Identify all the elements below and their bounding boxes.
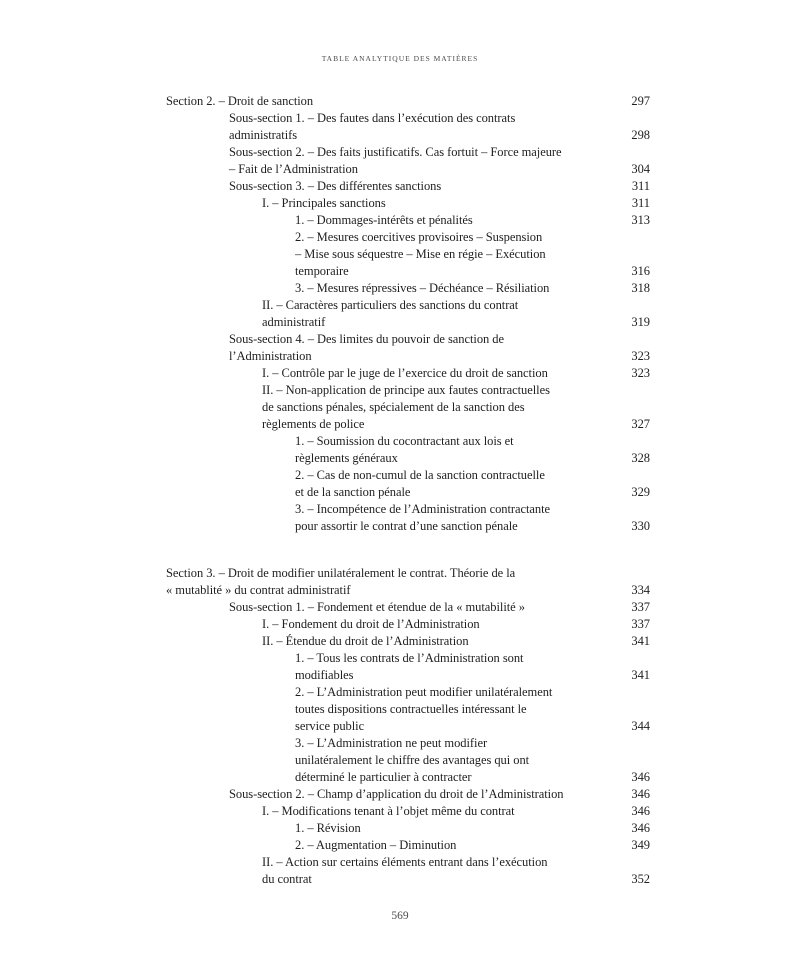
toc-entry-title: [166, 501, 614, 535]
toc-entry-line: modifiables: [295, 668, 354, 682]
toc-entry-line: 1. – Révision: [295, 821, 361, 835]
toc-entry-page: 337: [631, 600, 650, 614]
toc-entry-title: [166, 684, 614, 735]
toc-entry-line: Sous-section 2. – Champ d’application du droit de l’Administration: [229, 787, 564, 801]
toc-entry-title: [166, 178, 614, 195]
toc-entry-title: [166, 599, 614, 616]
toc-entry-title: [166, 195, 614, 212]
toc-entry-title: [166, 433, 614, 467]
toc-entry: [166, 467, 650, 501]
toc-entry-page: 346: [631, 787, 650, 801]
running-header: TABLE ANALYTIQUE DES MATIÈRES: [321, 54, 479, 63]
toc-entry-line: 2. – Mesures coercitives provisoires – Suspension: [295, 230, 543, 244]
toc-entry-line: 2. – L’Administration peut modifier unilatéralement: [295, 685, 553, 699]
toc-entry-page: 341: [631, 668, 650, 682]
toc-entry: [166, 616, 650, 633]
toc-entry-title: [166, 633, 614, 650]
toc-entry: [166, 433, 650, 467]
toc-entry-line: 1. – Dommages-intérêts et pénalités: [295, 213, 473, 227]
toc-entry-line: Sous-section 1. – Des fautes dans l’exécution des contrats: [229, 111, 516, 125]
toc-entry-title: [166, 786, 614, 803]
toc-entry: [166, 195, 650, 212]
toc-entry-line: II. – Caractères particuliers des sanctions du contrat: [262, 298, 519, 312]
toc-entry-title: [166, 331, 614, 365]
toc-entry-title: [166, 565, 614, 599]
toc-entry: [166, 297, 650, 331]
toc-entry: [166, 786, 650, 803]
toc-entry-page: 344: [631, 719, 650, 733]
toc-entry-line: administratifs: [229, 128, 298, 142]
toc-entry-line: II. – Étendue du droit de l’Administration: [262, 634, 469, 648]
toc-entry-line: – Mise sous séquestre – Mise en régie – Exécution: [295, 247, 546, 261]
toc-entry-line: unilatéralement le chiffre des avantages qui ont: [295, 753, 530, 767]
toc-entry-line: toutes dispositions contractuelles intéressant le: [295, 702, 527, 716]
toc-entry-line: règlements généraux: [295, 451, 398, 465]
toc-entry-title: [166, 144, 614, 178]
toc-entry: [166, 93, 650, 110]
toc-entry-line: l’Administration: [229, 349, 312, 363]
toc-entry-title: [166, 212, 614, 229]
toc-entry-line: I. – Modifications tenant à l’objet même du contrat: [262, 804, 515, 818]
toc-entry-page: 330: [631, 519, 650, 533]
toc-entry-line: règlements de police: [262, 417, 365, 431]
toc-entry-title: [166, 467, 614, 501]
toc-entry-page: 329: [631, 485, 650, 499]
toc-entry-page: 323: [631, 349, 650, 363]
toc-entry-line: Sous-section 3. – Des différentes sanctions: [229, 179, 442, 193]
toc-entry-line: 3. – Mesures répressives – Déchéance – Résiliation: [295, 281, 550, 295]
toc-entry: [166, 599, 650, 616]
toc-entry: [166, 178, 650, 195]
toc-entry-line: pour assortir le contrat d’une sanction pénale: [295, 519, 518, 533]
toc-entry-line: Sous-section 1. – Fondement et étendue de la « mutabilité »: [229, 600, 525, 614]
toc-entry-title: [166, 382, 614, 433]
toc-entry: [166, 501, 650, 535]
toc-entry-page: 346: [631, 770, 650, 784]
toc-entry-page: 319: [631, 315, 650, 329]
toc-entry-page: 304: [631, 162, 650, 176]
toc-entry-title: [166, 297, 614, 331]
toc-entry-title: [166, 110, 614, 144]
toc-entry-page: 323: [631, 366, 650, 380]
toc-entry-title: [166, 735, 614, 786]
toc-entry-line: 1. – Tous les contrats de l’Administration sont: [295, 651, 524, 665]
toc-entry-page: 346: [631, 804, 650, 818]
toc-entry-title: [166, 803, 614, 820]
toc-entry: [166, 854, 650, 888]
toc-entry: [166, 565, 650, 599]
toc-entry-line: de sanctions pénales, spécialement de la sanction des: [262, 400, 525, 414]
toc-entry-line: II. – Non-application de principe aux fautes contractuelles: [262, 383, 550, 397]
toc-entry-page: 346: [631, 821, 650, 835]
toc-entry-line: 1. – Soumission du cocontractant aux lois et: [295, 434, 514, 448]
toc-entry-line: Sous-section 4. – Des limites du pouvoir de sanction de: [229, 332, 504, 346]
toc-entry: [166, 650, 650, 684]
toc-entry: [166, 803, 650, 820]
toc-entry-page: 313: [631, 213, 650, 227]
toc-entry-line: II. – Action sur certains éléments entrant dans l’exécution: [262, 855, 548, 869]
toc-entry-line: 3. – Incompétence de l’Administration contractante: [295, 502, 551, 516]
toc-entry-line: du contrat: [262, 872, 312, 886]
toc-entry: [166, 684, 650, 735]
toc-entry-page: 316: [631, 264, 650, 278]
toc-entry-line: Section 3. – Droit de modifier unilatéralement le contrat. Théorie de la: [166, 566, 516, 580]
toc-entry-page: 349: [631, 838, 650, 852]
toc-entry-line: I. – Principales sanctions: [262, 196, 386, 210]
toc-entry-page: 311: [631, 196, 650, 210]
toc-entry-line: déterminé le particulier à contracter: [295, 770, 472, 784]
toc-entry: [166, 633, 650, 650]
toc-entry-line: service public: [295, 719, 365, 733]
toc-entry-title: [166, 650, 614, 684]
toc-entry: [166, 331, 650, 365]
toc-entry: [166, 382, 650, 433]
toc-entry-line: I. – Fondement du droit de l’Administration: [262, 617, 480, 631]
toc-entry: [166, 144, 650, 178]
toc-entry-page: 337: [631, 617, 650, 631]
toc-entry-page: 328: [631, 451, 650, 465]
toc-entry: [166, 365, 650, 382]
toc-entry: [166, 212, 650, 229]
toc-entry: [166, 820, 650, 837]
toc-entry-title: [166, 854, 614, 888]
toc-entry-line: Section 2. – Droit de sanction: [166, 94, 314, 108]
toc-entry-line: administratif: [262, 315, 326, 329]
toc-entry-page: 297: [631, 94, 650, 108]
toc-entry-line: I. – Contrôle par le juge de l’exercice du droit de sanction: [262, 366, 548, 380]
toc-entry-page: 334: [631, 583, 650, 597]
toc-list: [166, 93, 650, 888]
toc-entry: [166, 110, 650, 144]
toc-entry-title: [166, 837, 614, 854]
toc-entry-page: 318: [631, 281, 650, 295]
toc-entry-title: [166, 93, 614, 110]
toc-entry-page: 341: [631, 634, 650, 648]
toc-entry-line: 2. – Cas de non-cumul de la sanction contractuelle: [295, 468, 545, 482]
toc-entry-line: « mutablité » du contrat administratif: [166, 583, 351, 597]
toc-entry: [166, 280, 650, 297]
toc-entry-line: temporaire: [295, 264, 349, 278]
toc-entry-page: 298: [631, 128, 650, 142]
toc-entry-line: – Fait de l’Administration: [229, 162, 358, 176]
toc-entry: [166, 229, 650, 280]
toc-entry-page: 327: [631, 417, 650, 431]
toc-entry-line: 3. – L’Administration ne peut modifier: [295, 736, 488, 750]
toc-entry-page: 311: [631, 179, 650, 193]
toc-entry-title: [166, 616, 614, 633]
toc-entry-page: 352: [631, 872, 650, 886]
toc-entry-line: 2. – Augmentation – Diminution: [295, 838, 457, 852]
toc-entry-title: [166, 229, 614, 280]
toc-entry-line: et de la sanction pénale: [295, 485, 411, 499]
toc-entry: [166, 837, 650, 854]
page-number-footer: 569: [391, 910, 409, 922]
toc-entry-title: [166, 820, 614, 837]
toc-entry-line: Sous-section 2. – Des faits justificatifs. Cas fortuit – Force majeure: [229, 145, 562, 159]
toc-entry: [166, 735, 650, 786]
toc-entry-title: [166, 365, 614, 382]
toc-entry-title: [166, 280, 614, 297]
